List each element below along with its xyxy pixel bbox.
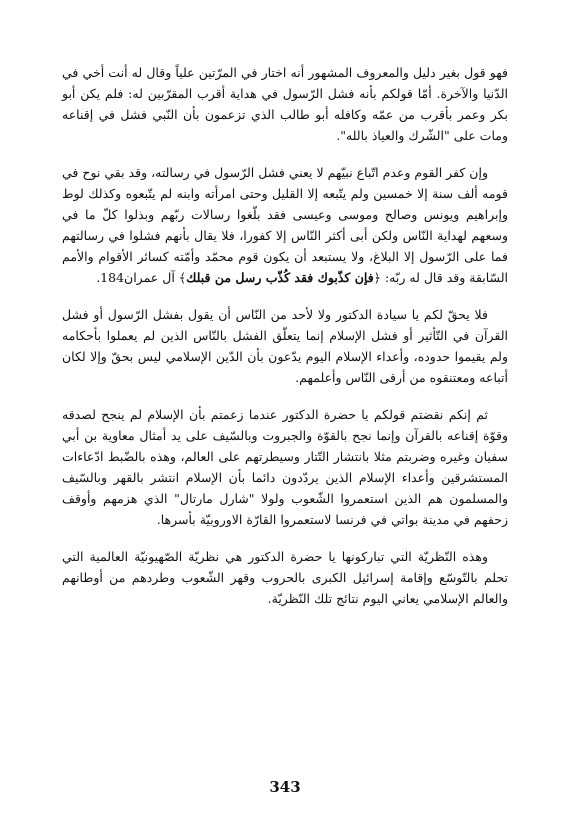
paragraph-3: فلا يحقّ لكم يا سيادة الدكتور ولا لأحد من النّاس أن يقول بفشل الرّسول أو فشل القرآن في التّأثير أو فشل الإسلام إنما يتعلّق الفشل بالنّاس الذين لم يعملوا بأحكامه ولم يقيموا حدوده، وأعداء الإسلام اليوم يدّعون بأن الدّين الإسلامي ليس بحقّ وإلا لكان أتباعه ومعتنقوه من أرقى النّاس وأعلمهم.: [62, 307, 508, 385]
paragraph-2: [62, 162, 508, 288]
body-text: [62, 62, 508, 625]
page-number: 343: [269, 778, 301, 796]
paragraph-4: ثم إنكم نقضتم قولكم يا حضرة الدكتور عندما زعمتم بأن الإسلام لم ينجح لصدقه وقوّة إقناعه بالقرآن وإنما نجح بالقوّة والجبروت وبالسّيف على يد أمثال معاوية بن أبي سفيان وغيره وضربتم مثلا بانتشار التّتار وسيطرتهم على العالم، وهذه بالضّبط ادّعاءات المستشرقين وأعداء الإسلام الذين يردّدون دائما بأن الإسلام انتشر بالقهر وبالسّيف والمسلمون هم الذين استعمروا الشّعوب ولولا "شارل مارتال" الذي هزمهم وأوقف زحفهم في مدينة بواتي في فرنسا لاستعمروا القارّة الاوروبيّة بأسرها.: [62, 407, 508, 527]
paragraph-5: وهذه النّظريّة التي تباركونها يا حضرة الدكتور هي نظريّة الصّهيونيّة العالمية التي تحلم بالتّوسّع وإقامة إسرائيل الكبرى بالحروب وقهر الشّعوب وطردهم من أوطانهم والعالم الإسلامي يعاني اليوم نتائج تلك النّظريّة.: [62, 549, 508, 606]
quran-quote: فإن كذّبوك فقد كُذّب رسل من قبلك: [186, 270, 374, 285]
paragraph-2-text: وإن كفر القوم وعدم اتّباع نبيّهم لا يعني فشل الرّسول في رسالته، وقد بقي نوح في قومه ألف سنة إلا خمسين ولم يتّبعه إلا القليل وحتى امرأته وابنه لم يتّبعوه وكذلك لوط وإبراهيم ويونس وصالح وموسى وعيسى فقد بلّغوا رسالات ربّهم وبذلوا كلّ ما في وسعهم لهداية النّاس ولكن أبى أكثر النّاس إلا كفورا، فلا يقال بأنهم فشلوا في رسالتهم فما على الرّسول إلا البلاغ، ولا يستبعد أن يكون قوم محمّد وأمّته كسائر الأقوام والأمم السّابقة وقد قال له ربّه: ﴿: [62, 165, 508, 285]
quran-citation: ﴾ آل عمران184.: [96, 270, 187, 285]
paragraph-1: فهو قول بغير دليل والمعروف المشهور أنه اختار في المرّتين علياً وقال له أنت أخي في الدّنيا والآخرة. أمّا قولكم بأنه فشل الرّسول في هداية أقرب المقرّبين له: فلم يكن أبو بكر وعمر بأقرب من عمّه وكافله أبو طالب الذي تزعمون بأن النّبي فشل في إقناعه ومات على "الشّرك والعياذ بالله".: [62, 65, 508, 143]
